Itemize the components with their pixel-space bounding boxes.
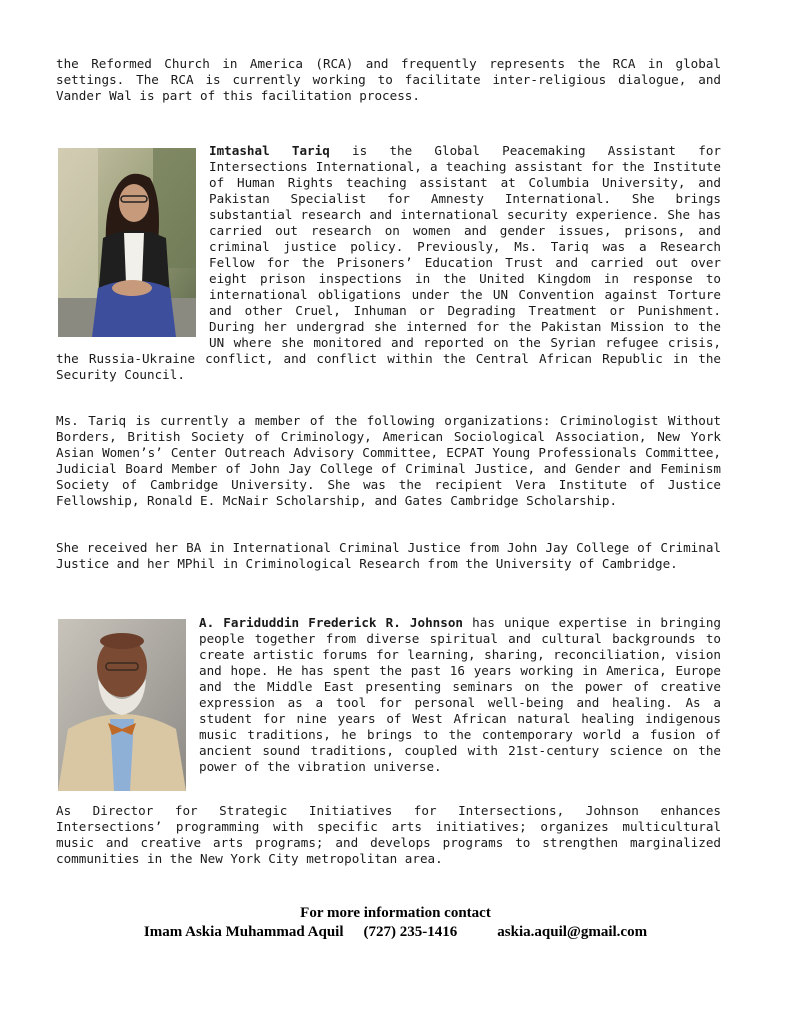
- tariq-organizations-paragraph: Ms. Tariq is currently a member of the following organizations: Criminologist Without Borders, British Society of Criminology, American Sociological Association, New York Asian Women’s’ Center Outreach Advisory Committee, ECPAT Young Professionals Committee, Judicial Board Member of John Jay College of Criminal Justice, and Gender and Feminism Society of Cambridge University. She was the recipient Vera Institute of Justice Fellowship, Ronald E. McNair Scholarship, and Gates Cambridge Scholarship.: [56, 413, 721, 508]
- tariq-bio-text: is the Global Peacemaking Assistant for Intersections International, a teaching assistant for the Institute of Human Rights teaching assistant at Columbia University, and Pakistan Specialist for Amnesty International. She brings substantial research and international security experience. She has carried out research on women and gender issues, prisons, and criminal justice policy. Previously, Ms. Tariq was a Research Fellow for the Prisoners’ Education Trust and carried out over eight prison inspections in the United Kingdom in response to international obligations under the UN Convention against Torture and other Cruel, Inhuman or Degrading Treatment or Punishment. During her undergrad she interned for the Pakistan Mission to the UN where she monitored and reported on the Syrian refugee crisis, the Russia-Ukraine conflict, and conflict within the Central African Republic in the Security Council.: [56, 143, 721, 382]
- johnson-role-paragraph: As Director for Strategic Initiatives for Intersections, Johnson enhances Intersections’ programming with specific arts initiatives; organizes multicultural music and creative arts programs; and develops programs to strengthen marginalized communities in the New York City metropolitan area.: [56, 803, 721, 866]
- johnson-bio-text: has unique expertise in bringing people together from diverse spiritual and cultural backgrounds to create artistic forums for learning, sharing, reconciliation, vision and hope. He has spent the past 16 years working in America, Europe and the Middle East presenting seminars on the power of creative expression as a tool for personal well-being and healing. As a student for nine years of West African natural healing indigenous music traditions, he brings to the contemporary world a fusion of ancient sound traditions, coupled with 21st-century science on the power of the vibration universe.: [199, 615, 721, 774]
- contact-name: Imam Askia Muhammad Aquil: [143, 924, 344, 940]
- bio-tariq: [56, 143, 721, 383]
- intro-paragraph: the Reformed Church in America (RCA) and frequently represents the RCA in global settings. The RCA is currently working to facilitate inter-religious dialogue, and Vander Wal is part of this facilitation process.: [56, 56, 721, 103]
- tariq-education-paragraph: She received her BA in International Criminal Justice from John Jay College of Criminal Justice and her MPhil in Criminological Research from the University of Cambridge.: [56, 540, 721, 571]
- contact-email: askia.aquil@gmail.com: [497, 924, 648, 940]
- johnson-photo: [58, 619, 186, 791]
- tariq-name: Imtashal Tariq: [209, 143, 330, 158]
- contact-details: [0, 923, 791, 942]
- johnson-name: A. Fariduddin Frederick R. Johnson: [199, 615, 464, 630]
- bio-johnson: [56, 615, 721, 791]
- contact-phone: (727) 235-1416: [363, 924, 458, 940]
- tariq-photo: [58, 148, 196, 337]
- contact-heading: For more information contact: [300, 905, 491, 921]
- contact-block: [0, 904, 791, 942]
